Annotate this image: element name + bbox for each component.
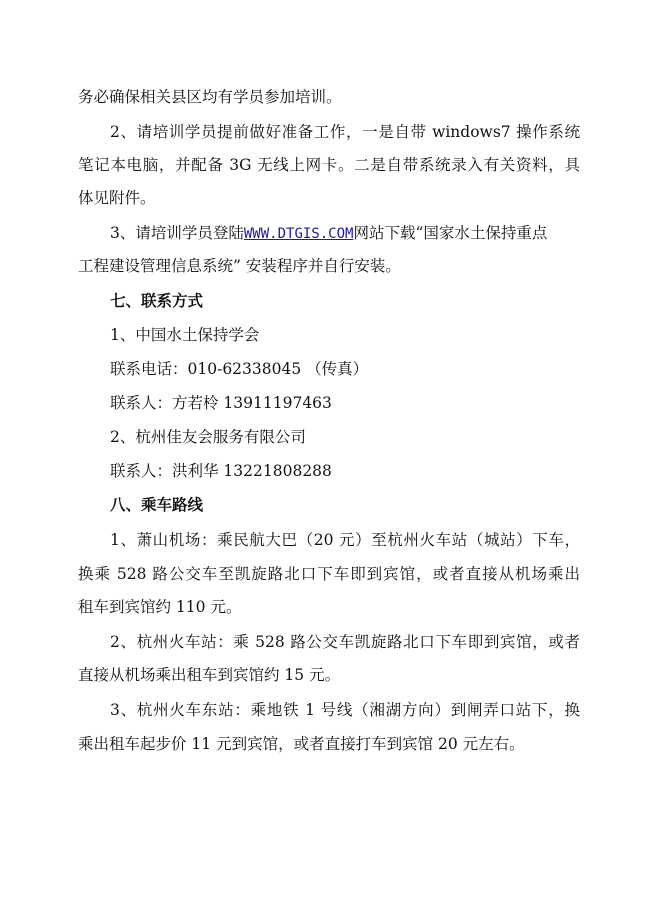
contact-person: 联系人：方若柃 13911197463 xyxy=(110,394,332,412)
text-segment: 网站下载“国家水土保持重点 xyxy=(353,224,548,242)
paragraph-line: 直接从机场乘出租车到宾馆约 15 元。 xyxy=(78,666,341,684)
paragraph-line: 3、杭州火车东站：乘地铁 1 号线（湘湖方向）到闸弄口站下，换 xyxy=(110,701,580,719)
section-heading: 八、乘车路线 xyxy=(110,495,204,514)
contact-org: 1、中国水土保持学会 xyxy=(110,326,260,344)
paragraph-line: 工程建设管理信息系统” 安装程序并自行安装。 xyxy=(78,257,401,275)
contact-org: 2、杭州佳友会服务有限公司 xyxy=(110,428,306,446)
paragraph-line: 2、请培训学员提前做好准备工作，一是自带 windows7 操作系统 xyxy=(110,123,580,141)
paragraph-line xyxy=(110,222,547,245)
text-segment: 3、请培训学员登陆 xyxy=(110,224,244,242)
contact-person: 联系人：洪利华 13221808288 xyxy=(110,462,332,480)
paragraph-line: 换乘 528 路公交车至凯旋路北口下车即到宾馆，或者直接从机场乘出 xyxy=(78,565,580,583)
paragraph-line: 笔记本电脑，并配备 3G 无线上网卡。二是自带系统录入有关资料，具 xyxy=(78,156,580,174)
paragraph-line: 体见附件。 xyxy=(78,189,156,207)
contact-phone: 联系电话：010-62338045 （传真） xyxy=(110,360,369,378)
paragraph-line: 1、萧山机场：乘民航大巴（20 元）至杭州火车站（城站）下车， xyxy=(110,531,580,549)
paragraph-line: 乘出租车起步价 11 元到宾馆，或者直接打车到宾馆 20 元左右。 xyxy=(78,735,525,753)
paragraph-line: 租车到宾馆约 110 元。 xyxy=(78,598,242,616)
website-link[interactable]: WWW.DTGIS.COM xyxy=(243,226,354,242)
paragraph-line: 2、杭州火车站：乘 528 路公交车凯旋路北口下车即到宾馆，或者 xyxy=(110,633,580,651)
paragraph-line: 务必确保相关县区均有学员参加培训。 xyxy=(78,88,342,106)
section-heading: 七、联系方式 xyxy=(110,291,204,310)
